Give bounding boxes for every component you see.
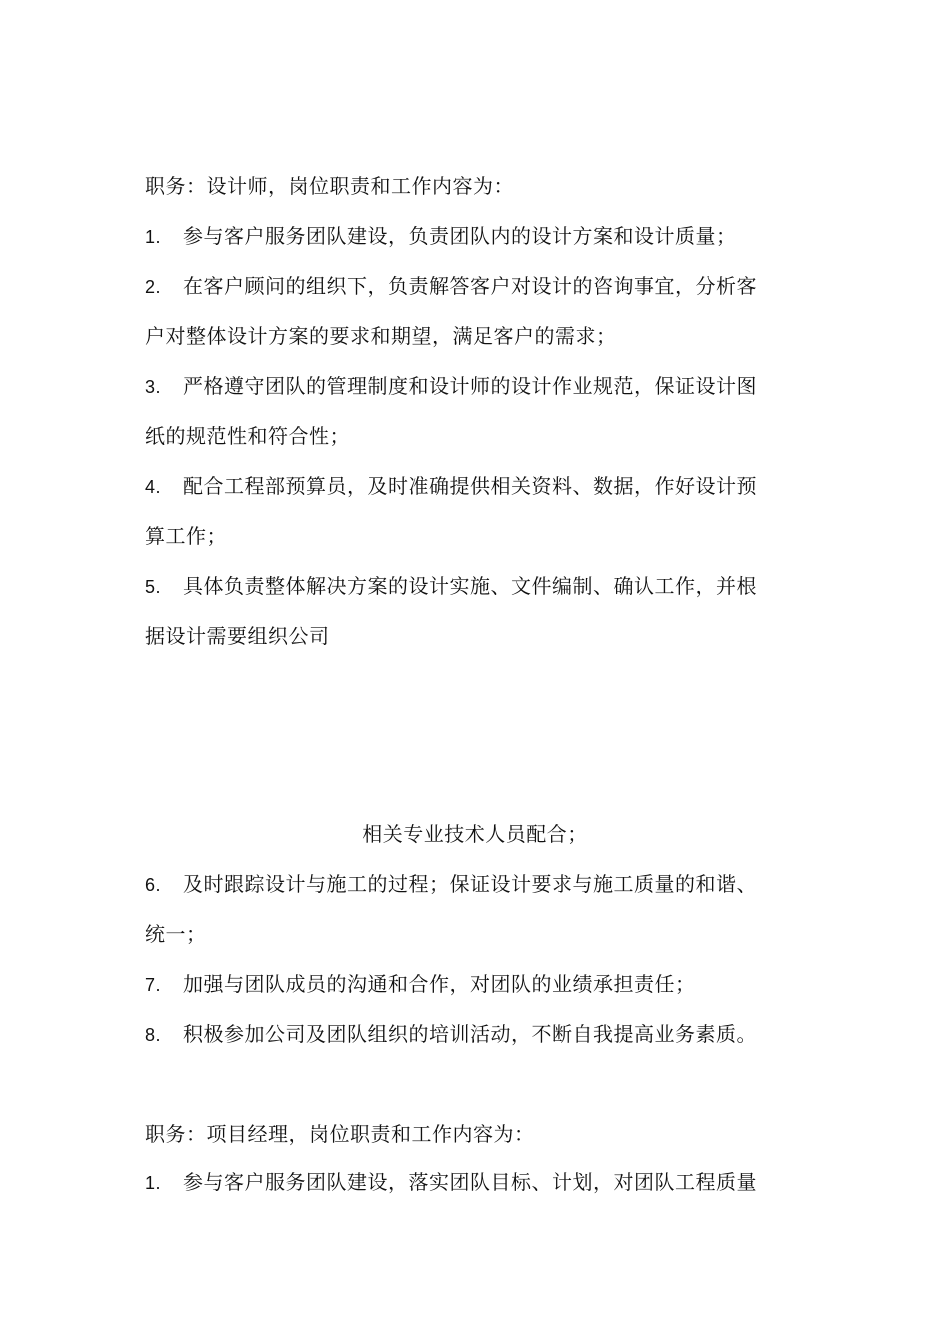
list-item — [145, 474, 757, 499]
item-text: 及时跟踪设计与施工的过程；保证设计要求与施工质量的和谐、 — [183, 872, 757, 896]
item-continuation: 户对整体设计方案的要求和期望，满足客户的需求； — [145, 324, 617, 348]
item-continuation: 统一； — [145, 922, 207, 946]
list-item — [145, 574, 757, 599]
centered-line: 相关专业技术人员配合； — [362, 822, 588, 846]
item-continuation: 据设计需要组织公司 — [145, 624, 330, 648]
list-item — [145, 1170, 757, 1195]
section1-heading: 职务：设计师，岗位职责和工作内容为： — [145, 174, 514, 198]
section2-heading: 职务：项目经理，岗位职责和工作内容为： — [145, 1122, 535, 1146]
item-text: 积极参加公司及团队组织的培训活动，不断自我提高业务素质。 — [183, 1022, 757, 1046]
item-text: 具体负责整体解决方案的设计实施、文件编制、确认工作，并根 — [183, 574, 757, 598]
item-text: 参与客户服务团队建设，负责团队内的设计方案和设计质量； — [183, 224, 737, 248]
list-item — [145, 1022, 757, 1047]
item-text: 加强与团队成员的沟通和合作，对团队的业绩承担责任； — [183, 972, 696, 996]
item-number: 1. — [145, 227, 162, 247]
item-text: 配合工程部预算员，及时准确提供相关资料、数据，作好设计预 — [183, 474, 757, 498]
list-item — [145, 972, 696, 997]
list-item — [145, 224, 737, 249]
item-text: 参与客户服务团队建设，落实团队目标、计划，对团队工程质量 — [183, 1170, 757, 1194]
item-number: 6. — [145, 875, 162, 895]
item-number: 2. — [145, 277, 162, 297]
item-number: 5. — [145, 577, 162, 597]
item-text: 在客户顾问的组织下，负责解答客户对设计的咨询事宜，分析客 — [183, 274, 757, 298]
item-continuation: 算工作； — [145, 524, 227, 548]
item-text: 严格遵守团队的管理制度和设计师的设计作业规范，保证设计图 — [183, 374, 757, 398]
item-number: 1. — [145, 1173, 162, 1193]
item-continuation: 纸的规范性和符合性； — [145, 424, 350, 448]
list-item — [145, 274, 757, 299]
list-item — [145, 374, 757, 399]
item-number: 8. — [145, 1025, 162, 1045]
item-number: 4. — [145, 477, 162, 497]
item-number: 3. — [145, 377, 162, 397]
item-number: 7. — [145, 975, 162, 995]
list-item — [145, 872, 757, 897]
